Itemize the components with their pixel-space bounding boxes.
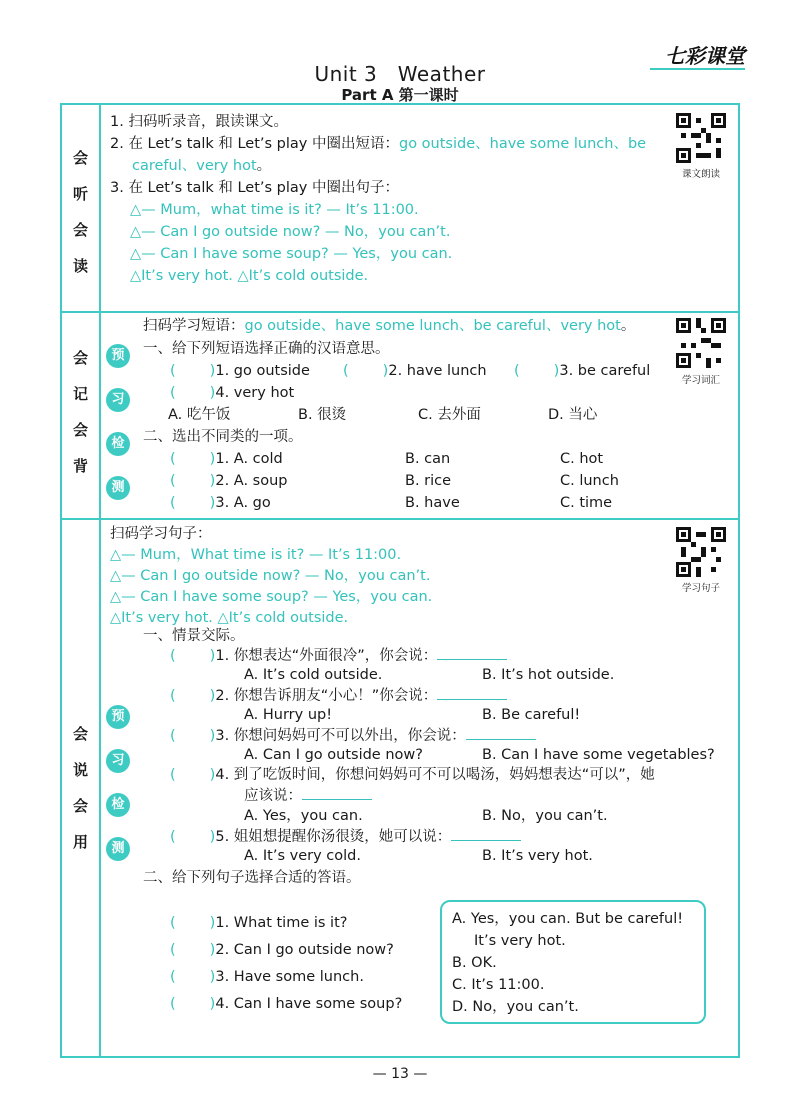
sentence-2: △— Can I go outside now? — No，you can’t. xyxy=(110,568,431,584)
option: A. Yes，you can. xyxy=(244,808,363,824)
answer-line[interactable] xyxy=(437,645,507,660)
answer-option: A. Yes，you can. But be careful! xyxy=(452,911,684,927)
answer-line[interactable] xyxy=(466,725,536,740)
sentence-1: △— Mum，what time is it? — It’s 11:00. xyxy=(130,202,419,218)
badge-jian: 检 xyxy=(106,432,130,456)
option: B. Be careful! xyxy=(482,707,581,723)
page-number: — 13 — xyxy=(372,1066,428,1082)
qr-caption-sentences: 学习句子 xyxy=(681,583,720,594)
answer-line[interactable] xyxy=(437,685,507,700)
question-row: ( )4. Can I have some soup? xyxy=(170,996,403,1012)
badge-xi: 习 xyxy=(106,749,130,773)
option: B. It’s very hot. xyxy=(482,848,593,864)
exercise-heading: 二、选出不同类的一项。 xyxy=(143,429,303,445)
option: A. Hurry up! xyxy=(244,707,333,723)
question-row: ( )1. What time is it? xyxy=(170,915,348,931)
qr-code-icon[interactable] xyxy=(676,113,726,163)
section-divider-2 xyxy=(60,518,740,520)
option: A. It’s cold outside. xyxy=(244,667,383,683)
option: B. have xyxy=(405,495,460,511)
question-row: ( )2. Can I go outside now? xyxy=(170,942,394,958)
answer-line[interactable] xyxy=(302,785,372,800)
sentence-1: △— Mum，What time is it? — It’s 11:00. xyxy=(110,547,402,563)
question-row: ( )3. 你想问妈妈可不可以外出，你会说： xyxy=(170,725,536,746)
question-row: ( )1. go outside xyxy=(170,363,310,379)
answer-option: C. It’s 11:00. xyxy=(452,977,545,993)
badge-ce: 测 xyxy=(106,837,130,861)
phrase-intro: 扫码学习短语：go outside、have some lunch、be careful、very hot。 xyxy=(143,318,636,334)
question-row: ( )4. very hot xyxy=(170,385,295,401)
qr-code-icon[interactable] xyxy=(676,318,726,368)
brand-logo: 七彩课堂 xyxy=(665,44,745,68)
option: B. rice xyxy=(405,473,452,489)
sentence-2: △— Can I go outside now? — No，you can’t. xyxy=(130,224,451,240)
option: B. can xyxy=(405,451,451,467)
badge-yu: 预 xyxy=(106,705,130,729)
sentence-intro: 扫码学习句子： xyxy=(110,526,212,542)
side-divider xyxy=(99,103,101,1058)
exercise-heading: 一、情景交际。 xyxy=(143,628,245,644)
question-row: ( )4. 到了吃饭时间，你想问妈妈可不可以喝汤，妈妈想表达“可以”，她 xyxy=(170,767,655,783)
instruction-1: 1. 扫码听录音，跟读课文。 xyxy=(110,114,288,130)
qr-caption-text-reading: 课文朗读 xyxy=(681,169,720,180)
answer-option-cont: It’s very hot. xyxy=(474,933,566,949)
option: A. 吃午饭 xyxy=(168,407,231,423)
side-label-listen-read: 会 听 会 读 xyxy=(72,149,88,275)
option: B. It’s hot outside. xyxy=(482,667,615,683)
sentence-4: △It’s very hot. △It’s cold outside. xyxy=(110,610,349,626)
sentence-3: △— Can I have some soup? — Yes，you can. xyxy=(110,589,433,605)
question-row: ( )1. 你想表达“外面很冷”，你会说： xyxy=(170,645,507,666)
qr-caption-vocab: 学习词汇 xyxy=(681,375,720,386)
option: B. 很烫 xyxy=(298,407,347,423)
badge-xi: 习 xyxy=(106,388,130,412)
badge-ce: 测 xyxy=(106,476,130,500)
badge-jian: 检 xyxy=(106,793,130,817)
option: A. Can I go outside now? xyxy=(244,747,423,763)
instruction-3: 3. 在 Let’s talk 和 Let’s play 中圈出句子： xyxy=(110,180,399,196)
question-row: ( )2. 你想告诉朋友“小心！”你会说： xyxy=(170,685,507,706)
option: D. 当心 xyxy=(548,407,598,423)
question-cont: 应该说： xyxy=(244,785,372,806)
option: C. lunch xyxy=(560,473,619,489)
question-row: ( )5. 姐姐想提醒你汤很烫，她可以说： xyxy=(170,826,521,847)
option: C. 去外面 xyxy=(418,407,481,423)
badge-yu: 预 xyxy=(106,344,130,368)
answer-line[interactable] xyxy=(451,826,521,841)
question-row: ( )1. A. cold xyxy=(170,451,283,467)
exercise-heading: 二、给下列句子选择合适的答语。 xyxy=(143,870,361,886)
question-row: ( )3. be careful xyxy=(514,363,651,379)
option: B. No，you can’t. xyxy=(482,808,608,824)
page-subtitle: Part A 第一课时 xyxy=(341,86,459,104)
option: C. hot xyxy=(560,451,604,467)
section-divider-1 xyxy=(60,311,740,313)
sentence-3: △— Can I have some soup? — Yes，you can. xyxy=(130,246,453,262)
instruction-2-cont: careful、very hot。 xyxy=(132,158,272,174)
side-label-memorize: 会 记 会 背 xyxy=(72,349,88,475)
question-row: ( )3. A. go xyxy=(170,495,271,511)
exercise-heading: 一、给下列短语选择正确的汉语意思。 xyxy=(143,341,390,357)
option: C. time xyxy=(560,495,613,511)
question-row: ( )2. A. soup xyxy=(170,473,288,489)
side-label-speak-use: 会 说 会 用 xyxy=(72,725,88,851)
option: B. Can I have some vegetables? xyxy=(482,747,715,763)
answer-option: B. OK. xyxy=(452,955,497,971)
sentence-4: △It’s very hot. △It’s cold outside. xyxy=(130,268,369,284)
instruction-2: 2. 在 Let’s talk 和 Let’s play 中圈出短语：go outside、have some lunch、be xyxy=(110,136,647,152)
option: A. It’s very cold. xyxy=(244,848,361,864)
page-title: Unit 3 Weather xyxy=(314,62,486,86)
question-row: ( )3. Have some lunch. xyxy=(170,969,364,985)
question-row: ( )2. have lunch xyxy=(343,363,487,379)
answer-option: D. No，you can’t. xyxy=(452,999,579,1015)
qr-code-icon[interactable] xyxy=(676,527,726,577)
